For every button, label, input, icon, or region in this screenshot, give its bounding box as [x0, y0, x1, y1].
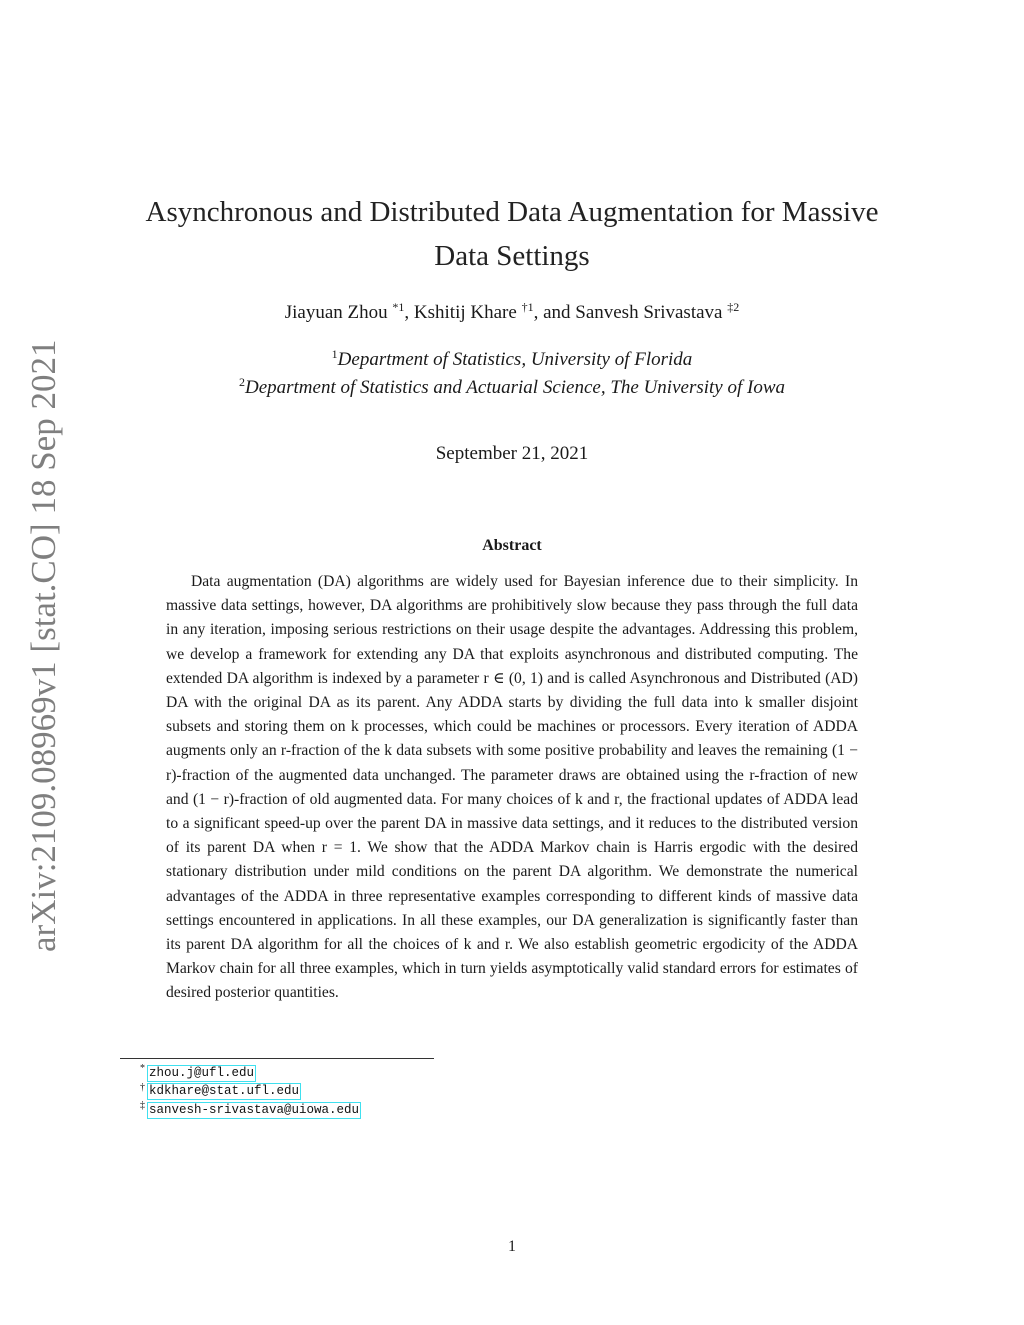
- affiliation-number: 2: [238, 375, 245, 389]
- arxiv-identifier-stamp: arXiv:2109.08969v1 [stat.CO] 18 Sep 2021: [24, 339, 63, 952]
- footnote-mark: †: [140, 1081, 145, 1093]
- footnote: [140, 1101, 361, 1120]
- author-name: Jiayuan Zhou: [284, 302, 388, 323]
- email-link[interactable]: kdkhare@stat.ufl.edu: [149, 1084, 300, 1099]
- author-list: Jiayuan Zhou $^{*1}$, Kshitij Khare $^{\dagger 1}$, and Sanvesh Srivastava $^{\ddagger 2}$: [284, 300, 740, 323]
- affiliation-number: 1: [331, 347, 338, 361]
- abstract-heading: Abstract: [482, 537, 542, 554]
- paper-title: Asynchronous and Distributed Data Augmentation for Massive Data Settings: [145, 196, 879, 272]
- affiliation: [130, 375, 894, 401]
- footnote-mark: *: [140, 1063, 145, 1074]
- affiliation: [130, 347, 894, 373]
- author-mark: †1: [521, 300, 534, 314]
- publication-date: September 21, 2021: [435, 443, 589, 464]
- author-mark: *1: [392, 300, 405, 314]
- footnote-divider: [120, 1058, 434, 1059]
- author-name: Kshitij Khare: [413, 302, 517, 323]
- author-conjunction: and: [543, 302, 571, 323]
- email-link[interactable]: zhou.j@ufl.edu: [149, 1065, 255, 1080]
- author-name: Sanvesh Srivastava: [575, 302, 723, 323]
- footnote: [140, 1064, 361, 1083]
- email-link[interactable]: sanvesh-srivastava@uiowa.edu: [149, 1102, 360, 1117]
- abstract-body: Data augmentation (DA) algorithms are widely used for Bayesian inference due to their simplicity. In massive data settings, however, DA algorithms are prohibitively slow because they pass through the full data in any iteration, imposing serious restrictions on their usage despite the advantages. Addressing this problem, we develop a framework for extending any DA that exploits asynchronous and distributed computing. The extended DA algorithm is indexed by a parameter r ∈ (0, 1) and is called Asynchronous and Distributed (AD) DA with the original DA as its parent. Any ADDA starts by dividing the full data into k smaller disjoint subsets and storing them on k processes, which could be machines or processors. Every iteration of ADDA augments only an r-fraction of the k data subsets with some positive probability and leaves the remaining (1 − r)-fraction of the augmented data unchanged. The parameter draws are obtained using the r-fraction of new and (1 − r)-fraction of old augmented data. For many choices of k and r, the fractional updates of ADDA lead to a significant speed-up over the parent DA in massive data settings, and it reduces to the distributed version of its parent DA when r = 1. We show that the ADDA Markov chain is Harris ergodic with the desired stationary distribution under mild conditions on the parent DA algorithm. We demonstrate the numerical advantages of the ADDA in three representative examples corresponding to different kinds of massive data settings encountered in applications. In all these examples, our DA generalization is significantly faster than its parent DA algorithm for all the choices of k and r. We also establish geometric ergodicity of the ADDA Markov chain for all three examples, which in turn yields asymptotically valid standard errors for estimates of desired posterior quantities.: [166, 573, 858, 1002]
- affiliation-text: Department of Statistics, University of Florida: [337, 349, 693, 370]
- page-number: 1: [508, 1238, 516, 1255]
- author-mark: ‡2: [727, 300, 740, 314]
- affiliation-text: Department of Statistics and Actuarial Science, The University of Iowa: [244, 377, 785, 398]
- footnote: [140, 1083, 361, 1102]
- footnotes: [140, 1064, 361, 1120]
- footnote-mark: ‡: [140, 1100, 145, 1111]
